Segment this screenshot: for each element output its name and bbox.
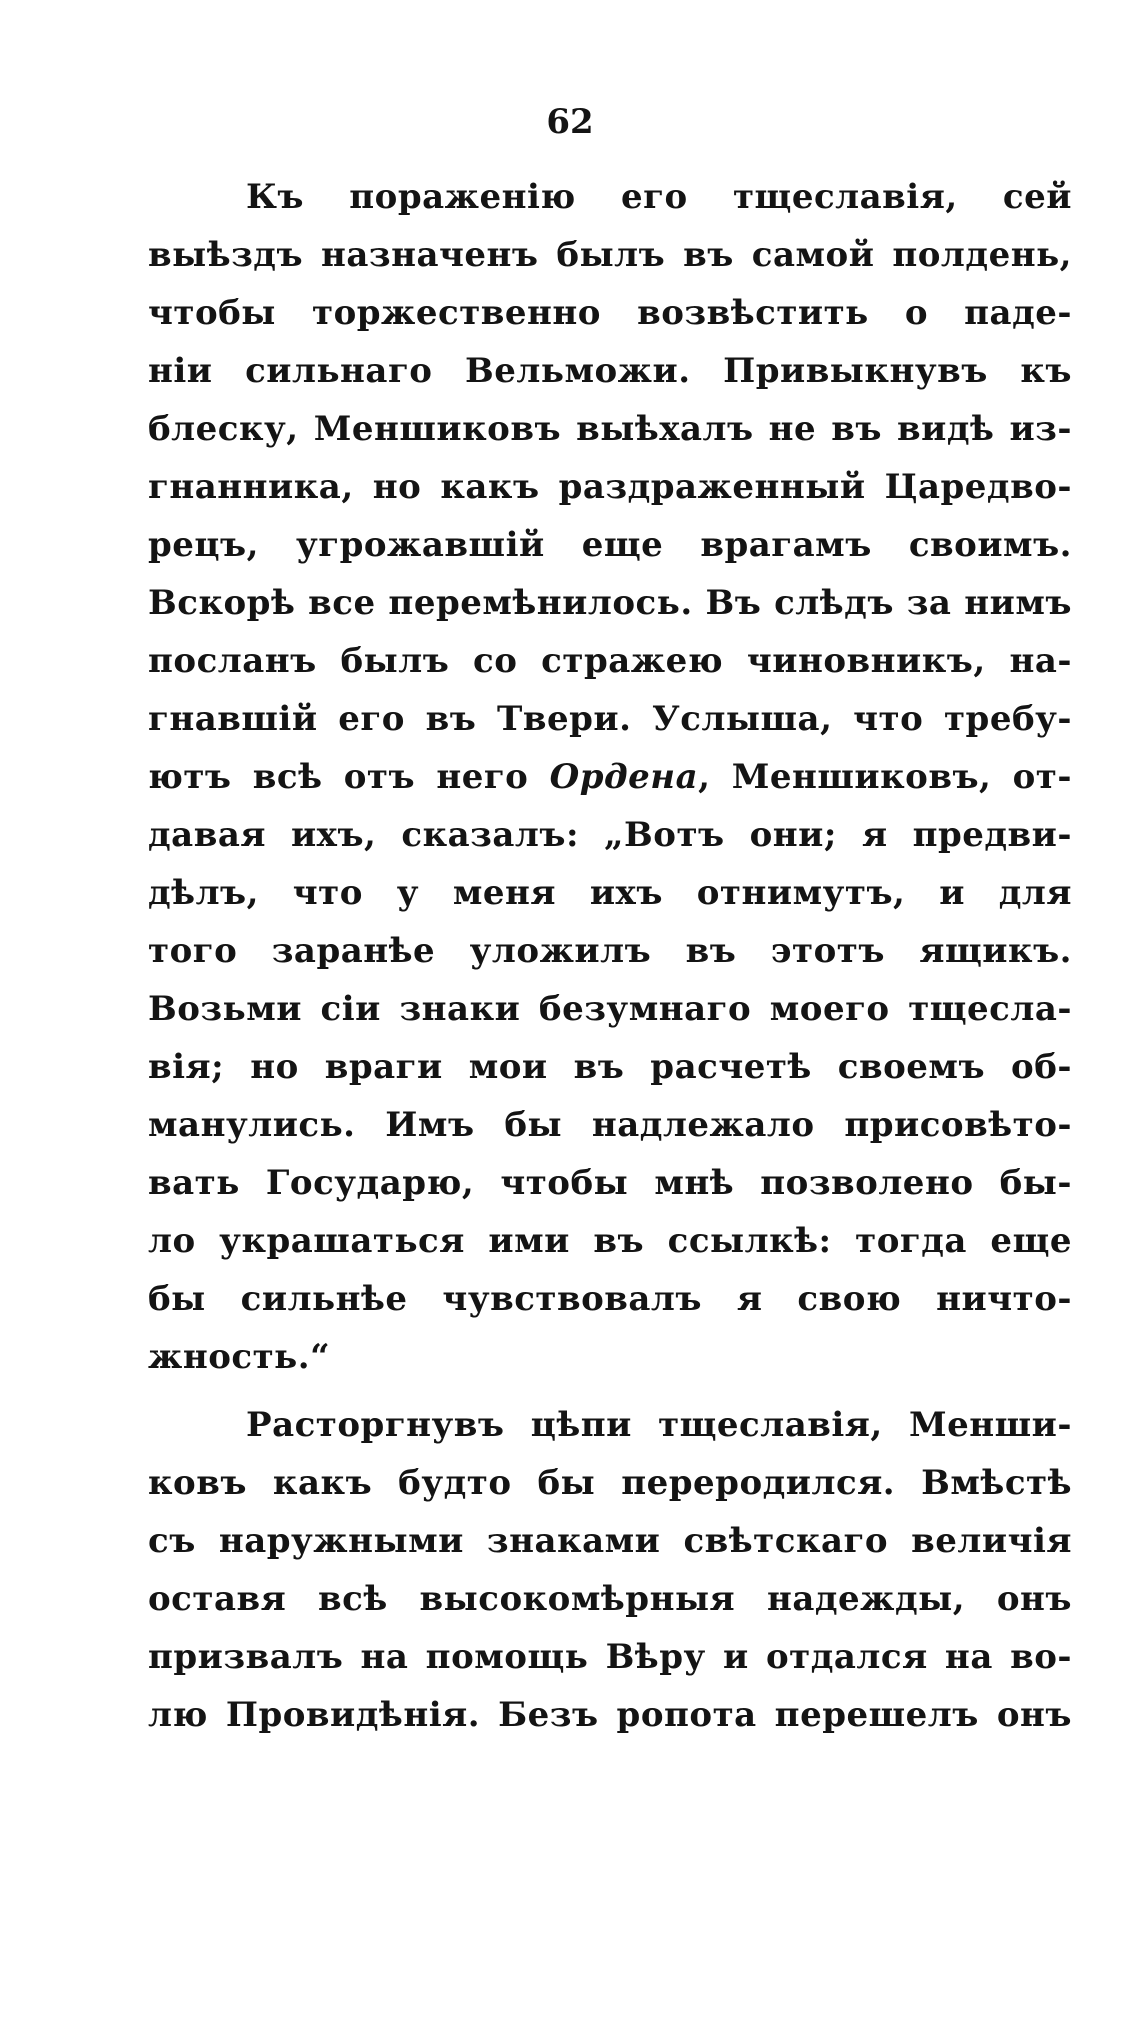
- body-text: [148, 168, 1072, 1744]
- paragraph-gap: [148, 1386, 1072, 1396]
- text-line: чтобы торжественно возвѣстить о паде-: [148, 293, 1072, 333]
- italic-term: Ордена: [549, 757, 699, 797]
- text-line: бы сильнѣе чувствовалъ я свою ничто-: [148, 1279, 1072, 1319]
- page-number: 62: [546, 102, 594, 142]
- text-line: Вскорѣ все перемѣнилось. Въ слѣдъ за нимъ: [148, 583, 1072, 623]
- paragraph: [148, 168, 1072, 1386]
- text-line: жность.“: [148, 1337, 331, 1377]
- text-line: ковъ какъ будто бы переродился. Вмѣстѣ: [148, 1463, 1072, 1503]
- text-line: ніи сильнаго Вельможи. Привыкнувъ къ: [148, 351, 1072, 391]
- text-line: гнавшій его въ Твери. Услыша, что требу-: [148, 699, 1072, 739]
- text-line: дѣлъ, что у меня ихъ отнимутъ, и для: [148, 873, 1072, 913]
- text-line: вія; но враги мои въ расчетѣ своемъ об-: [148, 1047, 1072, 1087]
- text-line: того заранѣе уложилъ въ этотъ ящикъ.: [148, 931, 1072, 971]
- text-line: ло украшаться ими въ ссылкѣ: тогда еще: [148, 1221, 1072, 1261]
- text-segment: ютъ всѣ отъ него: [148, 757, 529, 797]
- text-line: Возьми сіи знаки безумнаго моего тщесла-: [148, 989, 1072, 1029]
- text-line: давая ихъ, сказалъ: „Вотъ они; я предви-: [148, 815, 1072, 855]
- text-line: гнанника, но какъ раздраженный Царедво-: [148, 467, 1072, 507]
- text-line: вать Государю, чтобы мнѣ позволено бы-: [148, 1163, 1072, 1203]
- text-line: Расторгнувъ цѣпи тщеславія, Менши-: [246, 1405, 1072, 1445]
- text-line: посланъ былъ со стражею чиновникъ, на-: [148, 641, 1072, 681]
- text-line: блеску, Меншиковъ выѣхалъ не въ видѣ из-: [148, 409, 1072, 449]
- text-line: рецъ, угрожавшій еще врагамъ своимъ.: [148, 525, 1072, 565]
- text-segment: , Меншиковъ, от-: [698, 757, 1072, 797]
- text-line-with-italic: [148, 748, 1072, 806]
- text-line: призвалъ на помощь Вѣру и отдался на во-: [148, 1637, 1072, 1677]
- text-line: Къ пораженію его тщеславія, сей: [246, 177, 1072, 217]
- text-line: манулись. Имъ бы надлежало присовѣто-: [148, 1105, 1072, 1145]
- paragraph: [148, 1396, 1072, 1744]
- text-line: лю Провидѣнія. Безъ ропота перешелъ онъ: [148, 1695, 1072, 1735]
- text-line: оставя всѣ высокомѣрныя надежды, онъ: [148, 1579, 1072, 1619]
- text-line: выѣздъ назначенъ былъ въ самой полдень,: [148, 235, 1072, 275]
- text-line: съ наружными знаками свѣтскаго величія: [148, 1521, 1072, 1561]
